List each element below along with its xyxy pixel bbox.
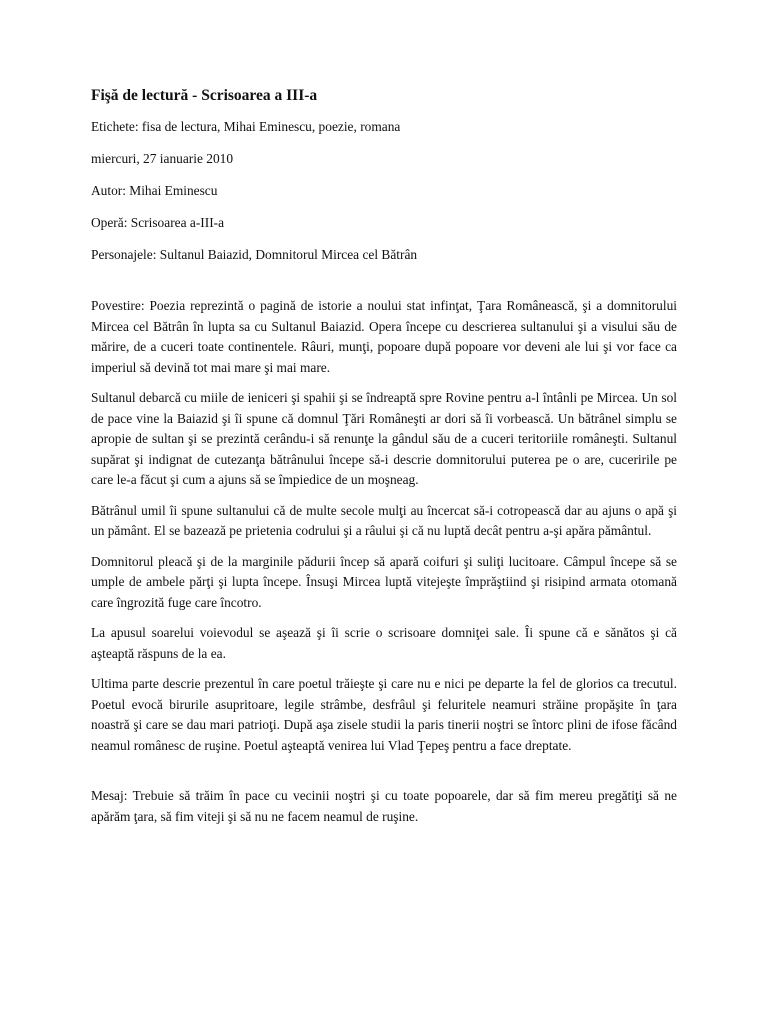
story-paragraph: Sultanul debarcă cu miile de ieniceri şi spahii şi se îndreaptă spre Rovine pentru a-l întânli pe Mircea. Un sol de pace vine la Baiazid şi îi spune că domnul Ţări Româneşti ar dori să îi vorbească. Un bătrânel simplu se apropie de sultan şi se prezintă cerându-i să renunţe la gândul său de a cuceri teritoriile româneşti. Sultanul supărat şi indignat de cutezanţa bătrânului începe să-i descrie domnitorului puterea pe o are, cuceririle pe care le-a făcut şi cum a ajuns să se împiedice de un moşneag. [91,390,677,487]
characters-line: Personajele: Sultanul Baiazid, Domnitorul Mircea cel Bătrân [91,247,418,262]
story-paragraph: Povestire: Poezia reprezintă o pagină de istorie a noului stat infinţat, Ţara Românească, şi a domnitorului Mircea cel Bătrân în lupta sa cu Sultanul Baiazid. Opera începe cu descrierea sultanului şi a visului său de mărire, de a cuceri toate continentele. Râuri, munţi, popoare după popoare vor deveni ale lui şi vor face ca imperiul să devină tot mai mare şi mai mare. [91,298,677,375]
message-paragraph: Mesaj: Trebuie să trăim în pace cu vecinii noştri şi cu toate popoarele, dar să fim mereu pregătiţi să ne apărăm ţara, să fim viteji şi să nu ne facem neamul de ruşine. [91,788,677,824]
date-line: miercuri, 27 ianuarie 2010 [91,151,234,166]
story-paragraph: Bătrânul umil îi spune sultanului că de multe secole mulţi au încercat să-i cotropească dar au ajuns o apă şi un pământ. El se bazează pe prietenia codrului şi a râului şi că nu luptă decât pentru a-şi apăra pământul. [91,502,677,538]
labels-line: Etichete: fisa de lectura, Mihai Eminescu, poezie, romana [91,119,401,134]
document-content [91,86,677,837]
author-line: Autor: Mihai Eminescu [91,183,218,198]
document-title: Fişă de lectură - Scrisoarea a III-a [91,87,318,104]
story-paragraph: La apusul soarelui voievodul se aşează şi îi scrie o scrisoare domniţei sale. Îi spune că e sănătos şi că aşteaptă răspuns de la ea. [91,625,677,661]
story-paragraph: Ultima parte descrie prezentul în care poetul trăieşte şi care nu e nici pe departe la fel de glorios ca trecutul. Poetul evocă birurile asupritoare, legile strâmbe, desfrâul şi feluritele neamuri străine propăşite în ţara noastră şi care se dau mari patrioţi. După aşa zisele studii la paris tinerii noştri se întorc plini de ifose făcând neamul românesc de ruşine. Poetul aşteaptă venirea lui Vlad Ţepeş pentru a face dreptate. [91,676,677,753]
story-paragraph: Domnitorul pleacă şi de la marginile pădurii încep să apară coifuri şi suliţi lucitoare. Câmpul începe să se umple de ambele părţi şi lupta începe. Însuşi Mircea luptă vitejeşte împrăştiind şi risipind armata otomană care îngrozită fuge care încotro. [91,553,677,610]
work-line: Operă: Scrisoarea a-III-a [91,215,225,230]
